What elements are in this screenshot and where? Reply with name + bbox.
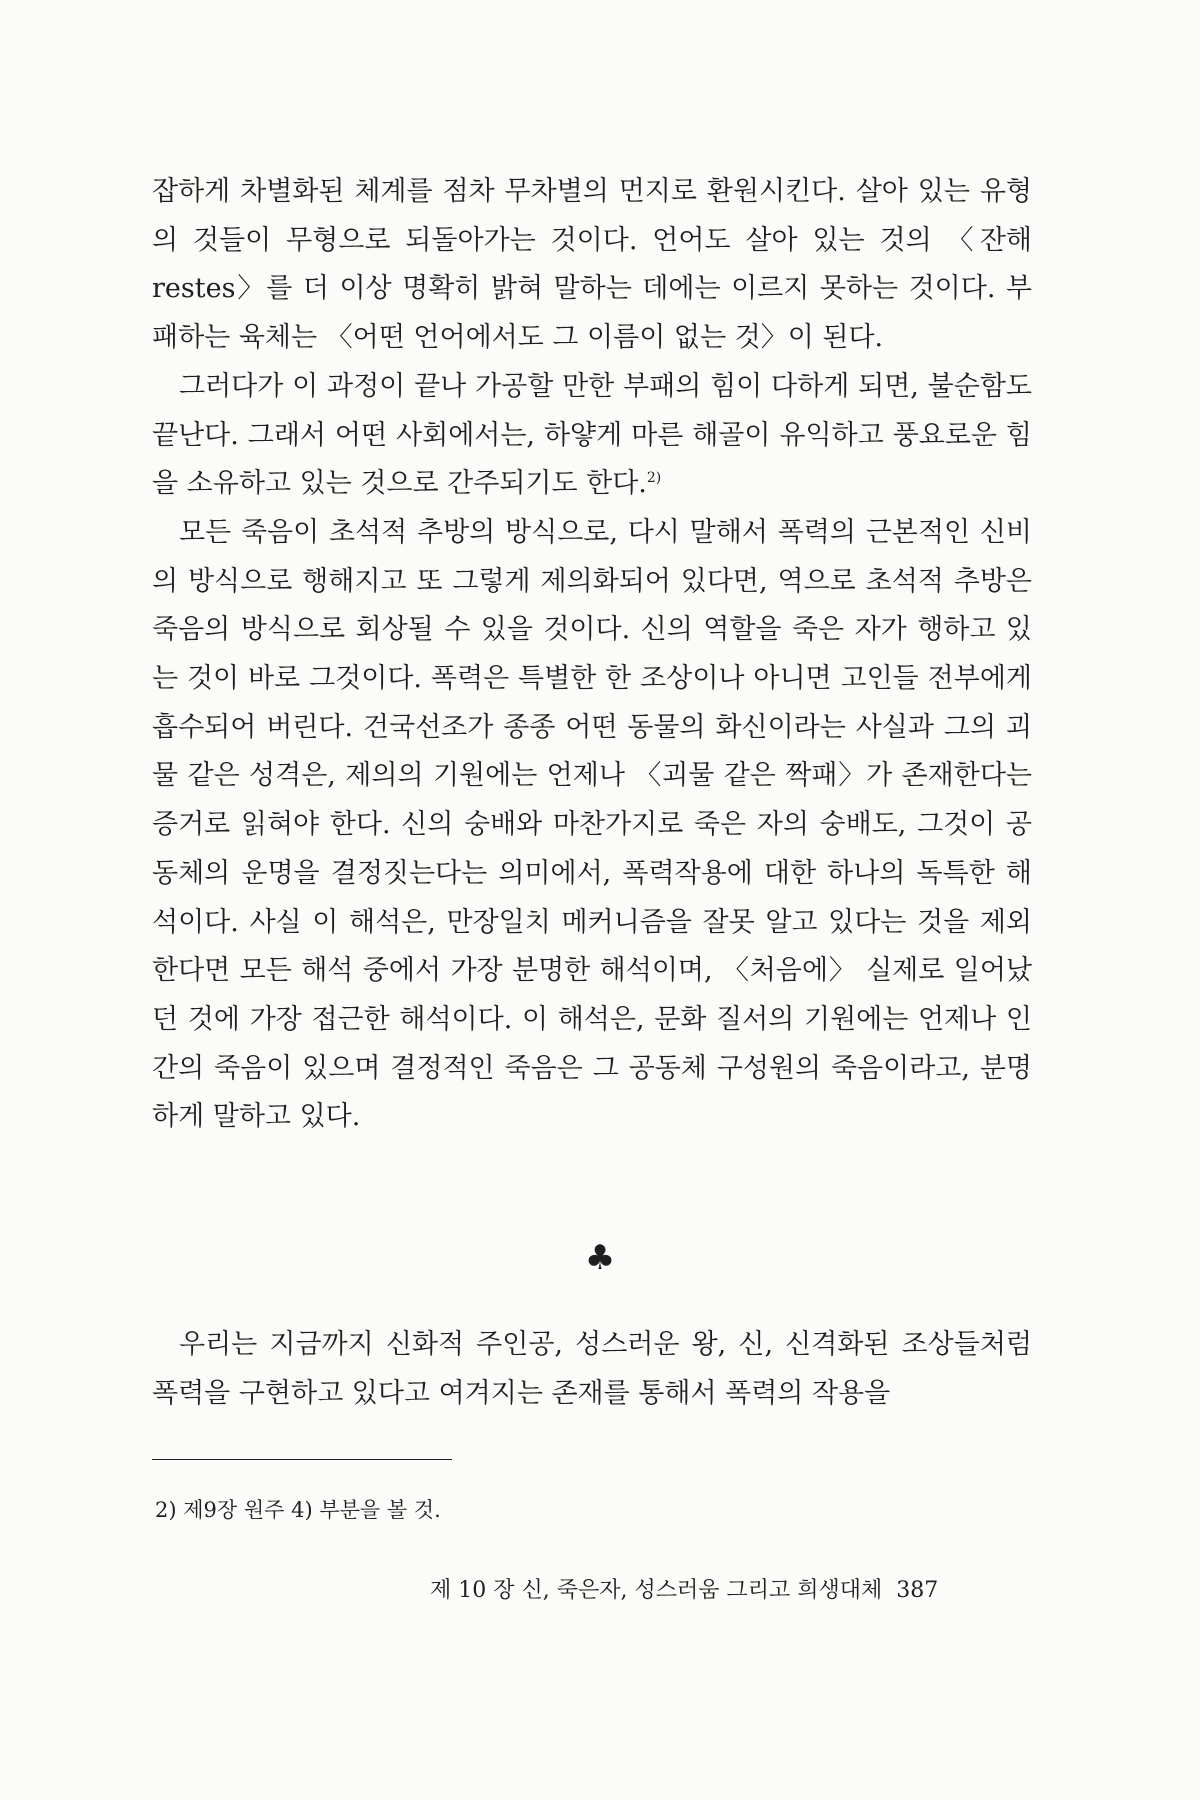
page-number: 387 (896, 1578, 939, 1603)
paragraph-3: 모든 죽음이 초석적 추방의 방식으로, 다시 말해서 폭력의 근본적인 신비의 방식으로 행해지고 또 그렇게 제의화되어 있다면, 역으로 초석적 추방은 죽음의 방식으로 회상될 수 있을 것이다. 신의 역할을 죽은 자가 행하고 있는 것이 바로 그것이다. 폭력은 특별한 한 조상이나 아니면 고인들 전부에게 흡수되어 버린다. 건국선조가 종종 어떤 동물의 화신이라는 사실과 그의 괴물 같은 성격은, 제의의 기원에는 언제나 〈괴물 같은 짝패〉가 존재한다는 증거로 읽혀야 한다. 신의 숭배와 마찬가지로 죽은 자의 숭배도, 그것이 공동체의 운명을 결정짓는다는 의미에서, 폭력작용에 대한 하나의 독특한 해석이다. 사실 이 해석은, 만장일치 메커니즘을 잘못 알고 있다는 것을 제외한다면 모든 해석 중에서 가장 분명한 해석이며, 〈처음에〉 실제로 일어났던 것에 가장 접근한 해석이다. 이 해석은, 문화 질서의 기원에는 언제나 인간의 죽음이 있으며 결정적인 죽음은 그 공동체 구성원의 죽음이라고, 분명하게 말하고 있다. (152, 516, 1032, 1133)
next-section-text-block (152, 1321, 1032, 1418)
footnote-reference: 2) (646, 470, 662, 487)
paragraph-1: 잡하게 차별화된 체계를 점차 무차별의 먼지로 환원시킨다. 살아 있는 유형의 것들이 무형으로 되돌아가는 것이다. 언어도 살아 있는 것의 〈잔해 restes〉를 더 이상 명확히 밝혀 말하는 데에는 이르지 못하는 것이다. 부패하는 육체는 〈어떤 언어에서도 그 이름이 없는 것〉이 된다. (152, 176, 1032, 354)
paragraph-2 (152, 363, 1032, 509)
footnote-separator (152, 1459, 452, 1460)
running-footer (430, 1576, 938, 1606)
running-title: 제 10 장 신, 죽은자, 성스러움 그리고 희생대체 (430, 1578, 883, 1603)
section-break-ornament: ♣ (584, 1238, 616, 1278)
main-text-block (152, 168, 1032, 1142)
paragraph-4: 우리는 지금까지 신화적 주인공, 성스러운 왕, 신, 신격화된 조상들처럼 폭력을 구현하고 있다고 여겨지는 존재를 통해서 폭력의 작용을 (152, 1329, 1032, 1409)
paragraph-2-text: 그러다가 이 과정이 끝나 가공할 만한 부패의 힘이 다하게 되면, 불순함도 끝난다. 그래서 어떤 사회에서는, 하얗게 마른 해골이 유익하고 풍요로운 힘을 소유하고 있는 것으로 간주되기도 한다. (152, 370, 1032, 500)
footnote: 2) 제9장 원주 4) 부분을 볼 것. (155, 1498, 441, 1522)
